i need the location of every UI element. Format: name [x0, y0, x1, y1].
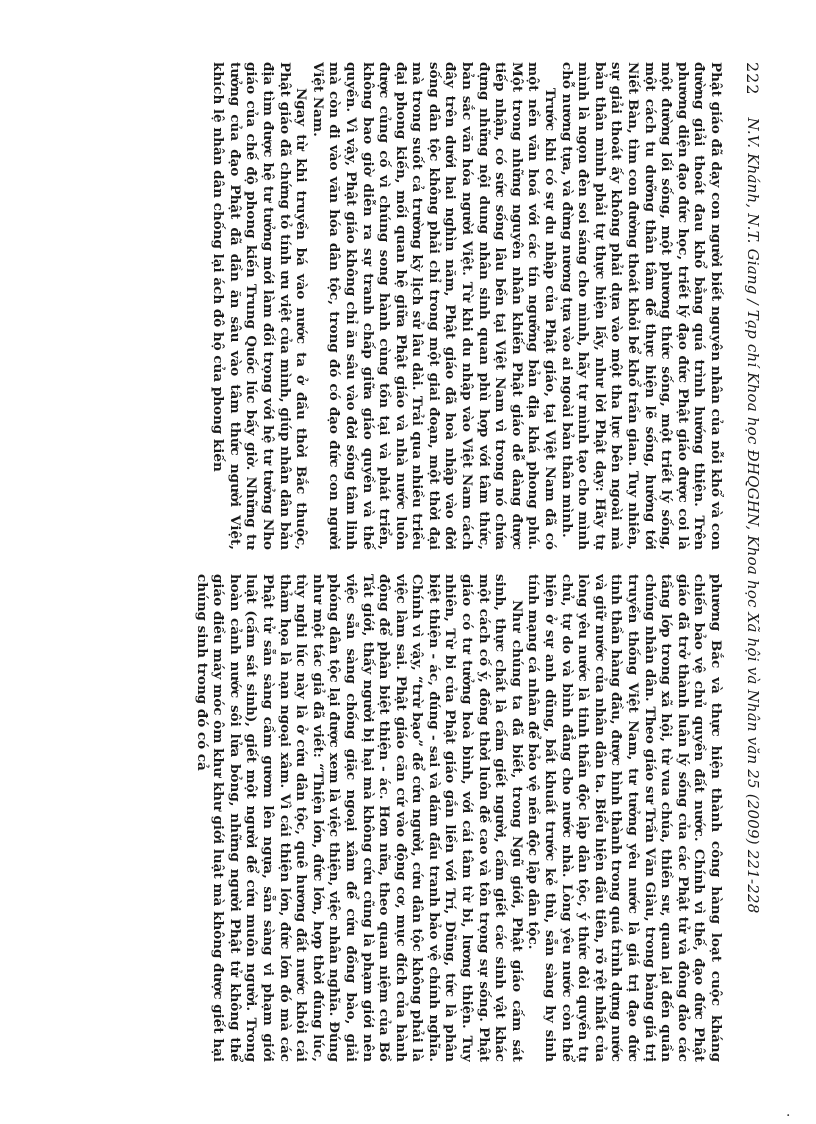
page-number: 222 [743, 62, 763, 96]
paragraph: Trước khi có sự du nhập của Phật giáo, tại Việt Nam đã có một nền văn hoá với các tín ngưỡng bản địa khá phong phú. Một trong những nguyên nhân khiến Phật giáo dễ dàng được tiếp nhận, có sức sống lâu bền tại Việt Nam vì trong nó chứa đựng những nội dung nhân sinh quan phù hợp với tâm thức, bản sắc văn hóa người Việt. Từ khi du nhập vào Việt Nam cách đây trên dưới hai nghìn năm, Phật giáo đã hoà nhập vào đời sống dân tộc không phải chỉ trong một giai đoạn, một thời đại mà trong suốt cả trường kỳ lịch sử lâu dài. Trải qua nhiều triều đại phong kiến, mối quan hệ giữa Phật giáo và nhà nước luôn được củng cố vì chúng song hành cùng tồn tại và phát triển, không bao giờ diễn ra sự tranh chấp giữa giáo quyền và thế quyền. Vì vậy, Phật giáo không chỉ ăn sâu vào đời sống tâm linh mà còn đi vào văn hóa dân tộc, trong đó có đạo đức con người Việt Nam. [309, 62, 559, 550]
scan-mark-dot: · [786, 1108, 791, 1124]
body-columns [54, 62, 724, 1062]
journal-citation: N.V. Khánh, N.T. Giang / Tạp chí Khoa học ĐHQGHN, Khoa học Xã hội và Nhân văn 25 (2009) 221-228 [744, 117, 762, 914]
left-column [54, 62, 724, 550]
right-column [54, 574, 724, 1062]
paragraph: Phật giáo đã dạy con người biết nguyên nhân của nỗi khổ và con đường giải thoát đau khổ bằng quá trình hướng thiện. Trên phương diện đạo đức học, triết lý đạo đức Phật giáo được coi là một đường lối sống, một phương thức sống, một triết lý sống, một cách tu dưỡng thân tâm để thực hiện lẽ sống, hướng tới Niết Bàn, tìm con đường thoát khỏi bể khổ trần gian. Tuy nhiên, sự giải thoát ấy không phải dựa vào một tha lực bên ngoài mà bản thân mình phải tự thực hiện lấy, như lời Phật dạy: Hãy tự mình là ngọn đèn soi sáng cho mình, hãy tự mình tạo cho mình chỗ nương tựa, và đừng nương tựa vào ai ngoài bản thân mình. [558, 62, 724, 550]
paragraph: phương Bắc và thực hiện thành công hàng loạt cuộc kháng chiến bảo vệ chủ quyền đất nước. Chính vì thế, đạo đức Phật giáo đã trở thành luân lý sống của các Phật tử và đông đảo các tầng lớp trong xã hội, từ vua chúa, thiền sư, quan lại đến quần chúng nhân dân. Theo giáo sư Trần Văn Giàu, trong bảng giá trị truyền thống Việt Nam, tư tưởng yêu nước là giá trị đạo đức tinh thần hàng đầu, được hình thành trong quá trình dựng nước và giữ nước của nhân dân ta. Biểu hiện đầu tiên, rõ rệt nhất của lòng yêu nước là tinh thần độc lập dân tộc, ý thức đòi quyền tự chủ, tự do và bình đẳng cho nước nhà. Lòng yêu nước còn thể hiện ở sự anh dũng, bất khuất trước kẻ thù, sẵn sàng hy sinh tính mạng cá nhân để bảo vệ nền độc lập dân tộc. [525, 574, 724, 1062]
paragraph: Ngay từ khi truyền bá vào nước ta ở đầu thời Bắc thuộc, Phật giáo đã chứng tỏ tính ưu việt của mình, giúp nhân dân bản địa tìm được hệ tư tưởng mới làm đối trọng với hệ tư tưởng Nho giáo của chế độ phong kiến Trung Quốc lúc bấy giờ. Những tư tưởng của đạo Phật đã dần ăn sâu vào tâm thức người Việt, khích lệ nhân dân chống lại ách đô hộ của phong kiến [210, 62, 310, 550]
paragraph: Như chúng ta đã biết, trong Ngũ giới, Phật giáo cấm sát sinh, thực chất là cấm giết người, cấm giết các sinh vật khác một cách cố ý, đồng thời luôn đề cao và tôn trọng sự sống. Phật giáo có tư tưởng hoà bình, với cái tâm từ bi, lương thiện. Tuy nhiên, Từ bi của Phật giáo gắn liền với Trí, Dũng, tức là phân biệt thiện - ác, đúng - sai và dám đấu tranh bảo vệ chính nghĩa. Chính vì vậy, “trừ bạo” để cứu người, cứu dân tộc không phải là việc làm sai. Phật giáo căn cứ vào động cơ, mục đích của hành động để phân biệt thiện - ác. Hơn nữa, theo quan niệm của Bồ Tát giới, thấy người bị hại mà không cứu cũng là phạm giới nên việc sẵn sàng chống giặc ngoại xâm để cứu đồng bào, giải phóng dân tộc lại được xem là việc thiện, việc nhân nghĩa. Đúng như một tác giả đã viết: “Thiện lớn, đức lớn, hợp thời đúng lúc, tùy nghi lúc này là ở cứu dân tộc, quê hương đất nước khỏi cái thảm họa là nạn ngoại xâm. Vì cái thiện lớn, đức lớn đó mà các Phật tử sẵn sàng cầm gươm lên ngựa, sẵn sàng vi phạm giới luật (cấm sát sinh), giết một người để cứu muôn người. Trong hoàn cảnh nước sôi lửa bỏng, những người Phật tử không thể giáo điều máy móc ôm khư khư giới luật mà không được giết hại chúng sinh trong đó có cả [193, 574, 525, 1062]
running-header [738, 62, 768, 1062]
